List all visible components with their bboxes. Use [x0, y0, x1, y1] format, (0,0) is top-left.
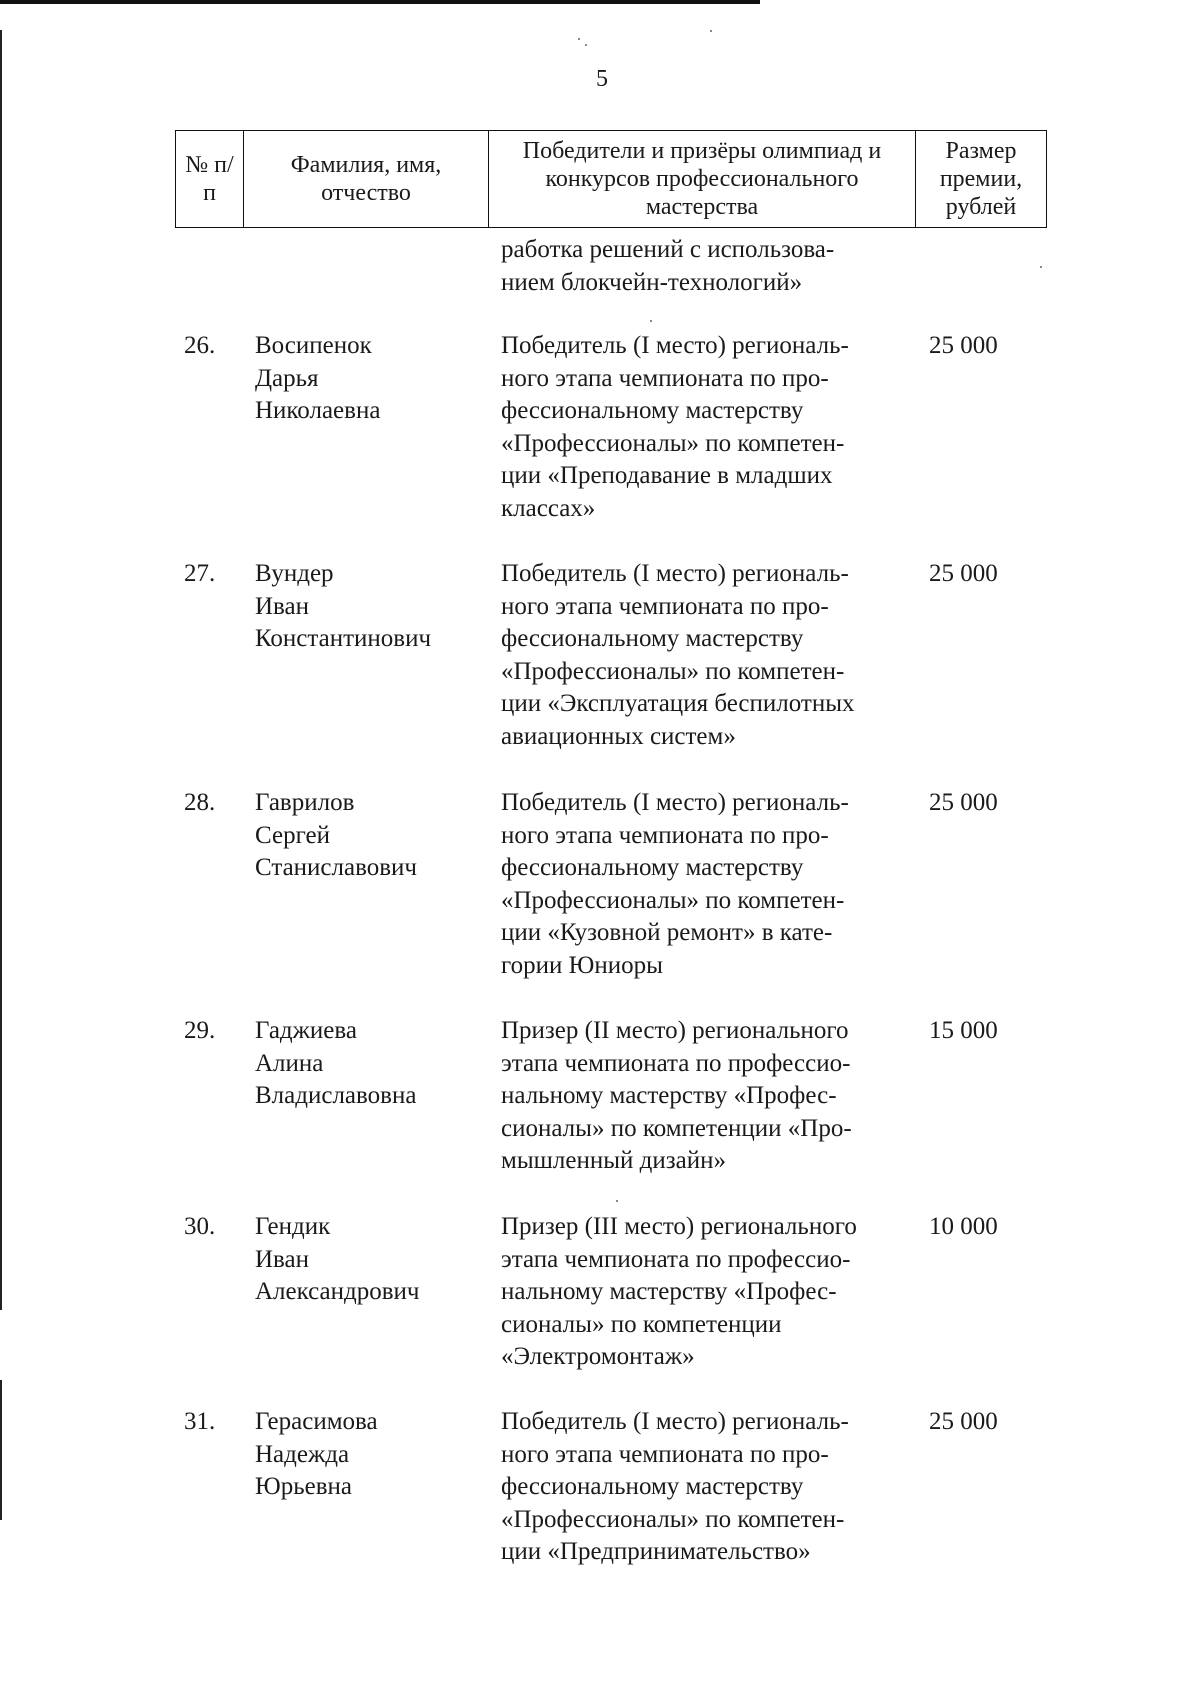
award-amount: 10 000 — [929, 1213, 998, 1240]
surname: Гендик — [255, 1213, 331, 1240]
scan-left-edge — [0, 30, 2, 1310]
full-name — [255, 1211, 485, 1309]
desc-line: сионалы» по компетенции — [501, 1310, 782, 1338]
desc-line: Победитель (I место) региональ- — [501, 1408, 849, 1435]
full-name — [255, 330, 485, 428]
header-col-name: Фамилия, имя, отчество — [244, 131, 489, 228]
first-name: Иван — [255, 1245, 310, 1273]
desc-line: Победитель (I место) региональ- — [501, 560, 849, 587]
row-number: 26. — [184, 332, 216, 359]
desc-line: ного этапа чемпионата по про- — [501, 364, 829, 392]
award-description — [501, 330, 909, 526]
header-col-description: Победители и призёры олимпиад и конкурсов профессионального мастерства — [489, 131, 916, 228]
row-number: 30. — [184, 1213, 216, 1240]
header-col-number: № п/п — [176, 131, 244, 228]
scan-speck — [616, 1200, 618, 1202]
surname: Гаджиева — [255, 1017, 357, 1044]
first-name: Дарья — [255, 364, 319, 392]
desc-line: классах» — [501, 494, 596, 522]
desc-line: ного этапа чемпионата по про- — [501, 821, 829, 849]
patronymic: Александрович — [255, 1278, 420, 1306]
scan-speck — [1040, 266, 1042, 268]
desc-line: ции «Кузовной ремонт» в кате- — [501, 919, 833, 947]
scan-speck — [578, 38, 580, 40]
first-name: Надежда — [255, 1440, 350, 1468]
desc-line: Призер (III место) регионального — [501, 1213, 857, 1240]
desc-line: ции «Эксплуатация беспилотных — [501, 690, 855, 718]
desc-line: этапа чемпионата по профессио- — [501, 1245, 851, 1273]
desc-line: ного этапа чемпионата по про- — [501, 592, 829, 620]
full-name — [255, 1406, 485, 1504]
patronymic: Юрьевна — [255, 1473, 352, 1501]
desc-line: «Электромонтаж» — [501, 1343, 695, 1371]
desc-line: «Профессионалы» по компетен- — [501, 886, 845, 914]
desc-line: ции «Предпринимательство» — [501, 1538, 811, 1566]
desc-line: гории Юниоры — [501, 951, 663, 979]
surname: Восипенок — [255, 332, 372, 359]
award-amount: 25 000 — [929, 560, 998, 587]
full-name — [255, 787, 485, 885]
patronymic: Станиславович — [255, 854, 417, 882]
row-number: 31. — [184, 1408, 216, 1435]
desc-line: фессиональному мастерству — [501, 1473, 804, 1501]
desc-line: авиационных систем» — [501, 722, 736, 750]
desc-line: фессиональному мастерству — [501, 397, 804, 425]
row-number: 29. — [184, 1017, 216, 1044]
award-amount: 25 000 — [929, 332, 998, 359]
award-description — [501, 1406, 909, 1569]
desc-line: ции «Преподавание в младших — [501, 462, 833, 490]
desc-line: работка решений с использова- — [501, 236, 835, 263]
first-name: Иван — [255, 592, 310, 620]
first-name: Алина — [255, 1049, 324, 1077]
scan-left-edge — [0, 1380, 2, 1520]
continuation-description — [501, 234, 909, 299]
award-amount: 25 000 — [929, 789, 998, 816]
desc-line: Призер (II место) регионального — [501, 1017, 849, 1044]
desc-line: нием блокчейн-технологий» — [501, 268, 803, 296]
patronymic: Константинович — [255, 625, 432, 653]
patronymic: Николаевна — [255, 397, 381, 425]
table-header — [175, 130, 1047, 228]
desc-line: фессиональному мастерству — [501, 854, 804, 882]
row-number: 28. — [184, 789, 216, 816]
award-description — [501, 1211, 909, 1374]
header-col-amount: Размер премии, рублей — [916, 131, 1047, 228]
scan-speck — [650, 320, 652, 322]
award-description — [501, 558, 909, 754]
scan-top-rule — [0, 0, 760, 4]
award-description — [501, 1015, 909, 1178]
scan-speck — [585, 44, 587, 46]
surname: Вундер — [255, 560, 334, 587]
first-name: Сергей — [255, 821, 330, 849]
desc-line: этапа чемпионата по профессио- — [501, 1049, 851, 1077]
desc-line: мышленный дизайн» — [501, 1147, 726, 1175]
desc-line: Победитель (I место) региональ- — [501, 332, 849, 359]
full-name — [255, 558, 485, 656]
desc-line: «Профессионалы» по компетен- — [501, 429, 845, 457]
desc-line: «Профессионалы» по компетен- — [501, 1505, 845, 1533]
scan-speck — [710, 30, 712, 32]
award-description — [501, 787, 909, 983]
desc-line: ного этапа чемпионата по про- — [501, 1440, 829, 1468]
surname: Гаврилов — [255, 789, 355, 816]
page-number: 5 — [596, 66, 608, 92]
desc-line: нальному мастерству «Профес- — [501, 1082, 837, 1110]
desc-line: фессиональному мастерству — [501, 625, 804, 653]
full-name — [255, 1015, 485, 1113]
patronymic: Владиславовна — [255, 1082, 417, 1110]
desc-line: «Профессионалы» по компетен- — [501, 657, 845, 685]
desc-line: сионалы» по компетенции «Про- — [501, 1114, 852, 1142]
row-number: 27. — [184, 560, 216, 587]
award-amount: 25 000 — [929, 1408, 998, 1435]
award-amount: 15 000 — [929, 1017, 998, 1044]
desc-line: Победитель (I место) региональ- — [501, 789, 849, 816]
desc-line: нальному мастерству «Профес- — [501, 1278, 837, 1306]
surname: Герасимова — [255, 1408, 378, 1435]
